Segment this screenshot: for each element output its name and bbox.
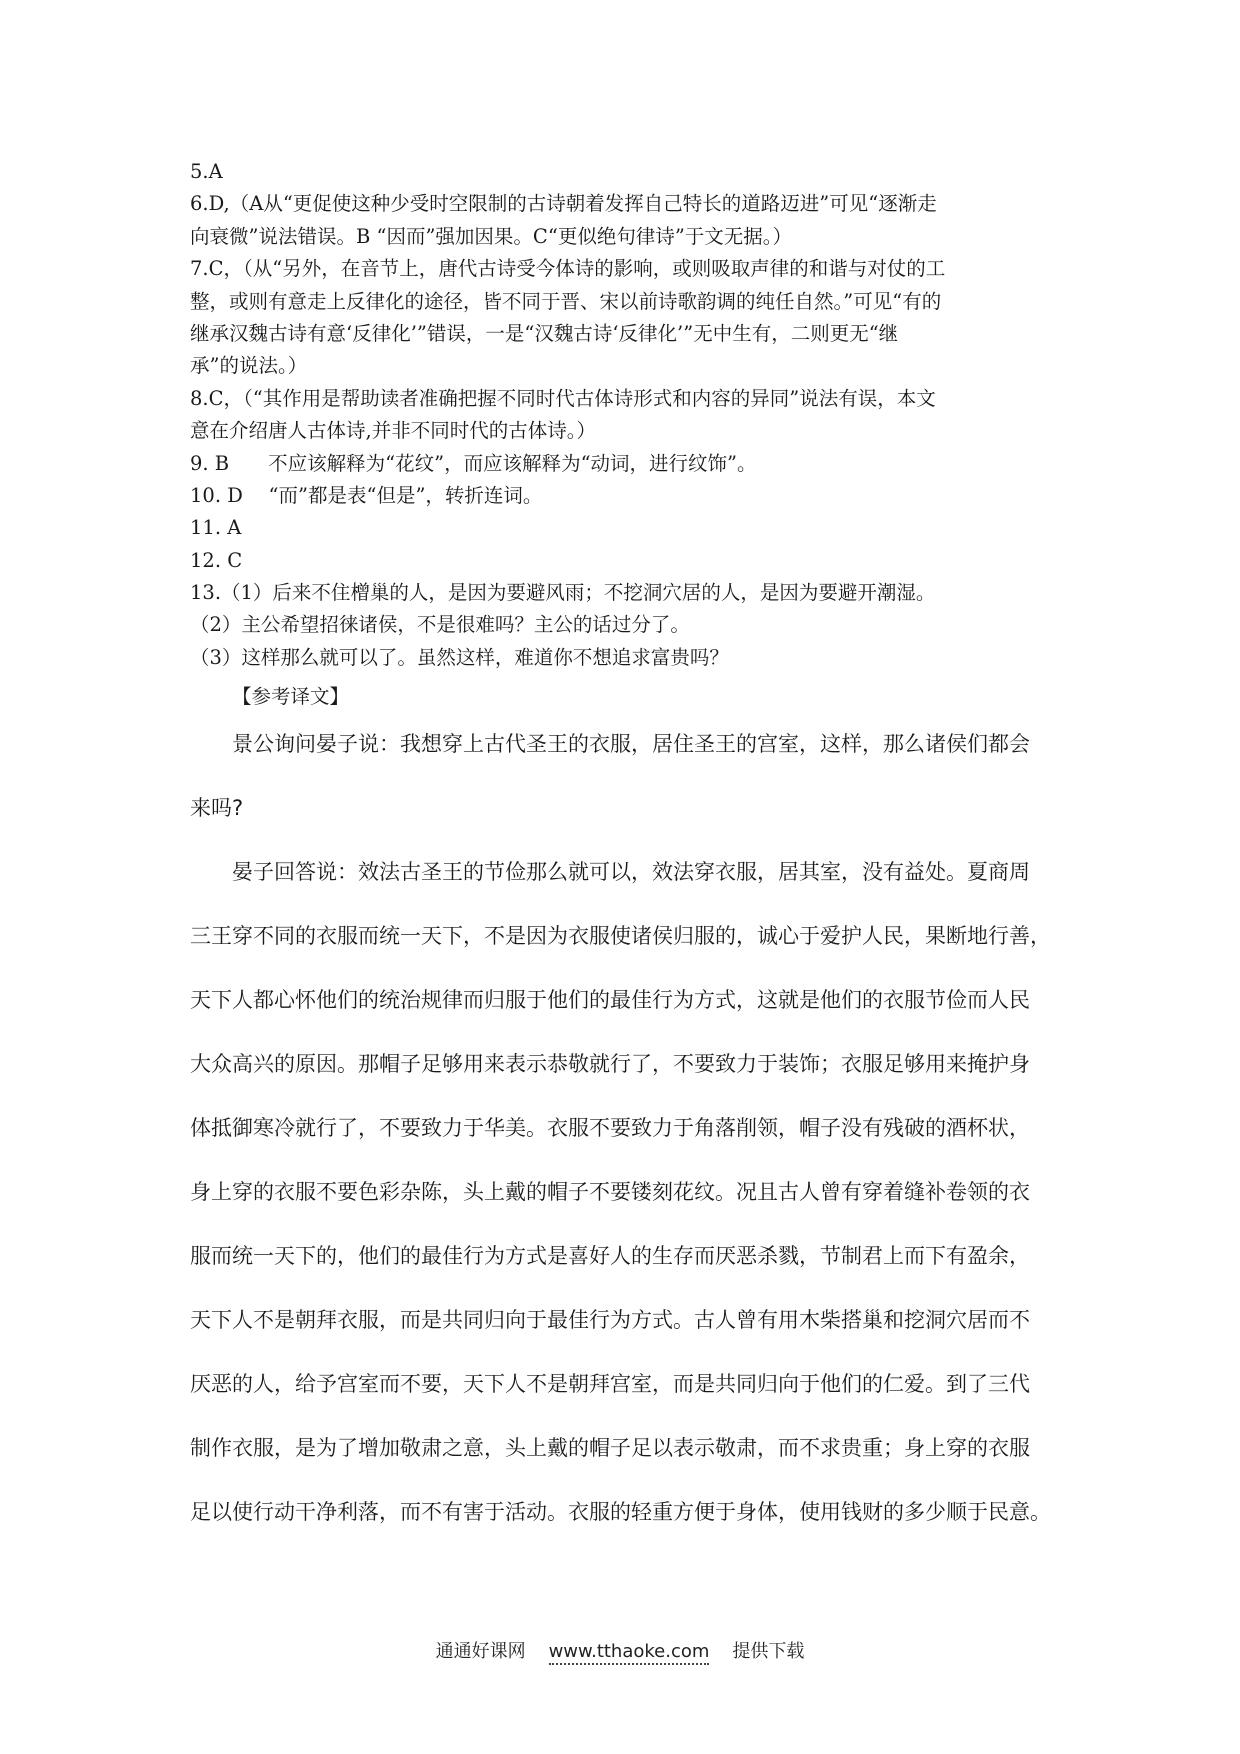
answer-line: 10. D “而”都是表“但是”，转折连词。 xyxy=(190,483,543,507)
answer-line: 意在介绍唐人古体诗,并非不同时代的古体诗。） xyxy=(190,419,596,443)
answer-line: 向衰微”说法错误。B “因而”强加因果。C“更似绝句律诗”于文无据。） xyxy=(190,224,793,248)
translation-line: 大众高兴的原因。那帽子足够用来表示恭敬就行了，不要致力于装饰；衣服足够用来掩护身 xyxy=(190,1052,1030,1076)
reference-translation xyxy=(190,712,1070,1544)
answer-line: 9. B 不应该解释为“花纹”，而应该解释为“动词，进行纹饰”。 xyxy=(190,451,757,475)
translation-line: 制作衣服，是为了增加敬肃之意，头上戴的帽子足以表示敬肃，而不求贵重；身上穿的衣服 xyxy=(190,1436,1030,1460)
answer-line: 6.D,（A从“更促使这种少受时空限制的古诗朝着发挥自己特长的道路迈进”可见“逐渐走 xyxy=(190,192,937,216)
answer-line: 继承汉魏古诗有意‘反律化’”错误，一是“汉魏古诗‘反律化’”无中生有，二则更无“继 xyxy=(190,321,899,345)
translation-line: 体抵御寒冷就行了，不要致力于华美。衣服不要致力于角落削领，帽子没有残破的酒杯状， xyxy=(190,1116,1030,1140)
answer-line: 承”的说法。） xyxy=(190,354,308,378)
translation-line: 身上穿的衣服不要色彩杂陈，头上戴的帽子不要镂刻花纹。况且古人曾有穿着缝补卷领的衣 xyxy=(190,1180,1030,1204)
answer-line: 11. A xyxy=(190,516,242,540)
answer-line: 8.C，（“其作用是帮助读者准确把握不同时代古体诗形式和内容的异同”说法有误，本文 xyxy=(190,386,936,410)
answer-line: （2）主公希望招徕诸侯，不是很难吗？主公的话过分了。 xyxy=(190,613,690,637)
translation-line: 来吗? xyxy=(190,796,244,820)
reference-translation-heading: 【参考译文】 xyxy=(232,685,350,708)
footer-site-name: 通通好课网 xyxy=(435,1641,526,1662)
answer-line: 整，或则有意走上反律化的途径，皆不同于晋、宋以前诗歌韵调的纯任自然。”可见“有的 xyxy=(190,289,942,313)
answer-line: 7.C，（从“另外，在音节上，唐代古诗受今体诗的影响，或则吸取声律的和谐与对仗的工 xyxy=(190,257,946,281)
answer-line: 12. C xyxy=(190,548,243,572)
answer-line: （3）这样那么就可以了。虽然这样，难道你不想追求富贵吗？ xyxy=(190,645,729,669)
translation-line: 天下人都心怀他们的统治规律而归服于他们的最佳行为方式，这就是他们的衣服节俭而人民 xyxy=(190,988,1030,1012)
translation-line: 晏子回答说：效法古圣王的节俭那么就可以，效法穿衣服，居其室，没有益处。夏商周 xyxy=(190,860,1030,884)
translation-line: 厌恶的人，给予宫室而不要，天下人不是朝拜宫室，而是共同归向于他们的仁爱。到了三代 xyxy=(190,1372,1030,1396)
answer-line: 5.A xyxy=(190,160,223,183)
footer-suffix: 提供下载 xyxy=(732,1641,805,1662)
answer-line: 13.（1）后来不住橧巢的人，是因为要避风雨；不挖洞穴居的人，是因为要避开潮湿。 xyxy=(190,581,936,605)
footer-url-link[interactable]: www.tthaoke.com xyxy=(549,1641,710,1665)
translation-line: 景公询问晏子说：我想穿上古代圣王的衣服，居住圣王的宫室，这样，那么诸侯们都会 xyxy=(190,732,1030,756)
translation-line: 三王穿不同的衣服而统一天下，不是因为衣服使诸侯归服的，诚心于爱护人民，果断地行善， xyxy=(190,924,1051,948)
translation-line: 足以使行动干净利落，而不有害于活动。衣服的轻重方便于身体，使用钱财的多少顺于民意。 xyxy=(190,1500,1051,1524)
page-footer xyxy=(0,1640,1240,1664)
translation-line: 服而统一天下的，他们的最佳行为方式是喜好人的生存而厌恶杀戮，节制君上而下有盈余， xyxy=(190,1244,1030,1268)
answer-key xyxy=(190,156,1070,674)
translation-line: 天下人不是朝拜衣服，而是共同归向于最佳行为方式。古人曾有用木柴搭巢和挖洞穴居而不 xyxy=(190,1308,1030,1332)
